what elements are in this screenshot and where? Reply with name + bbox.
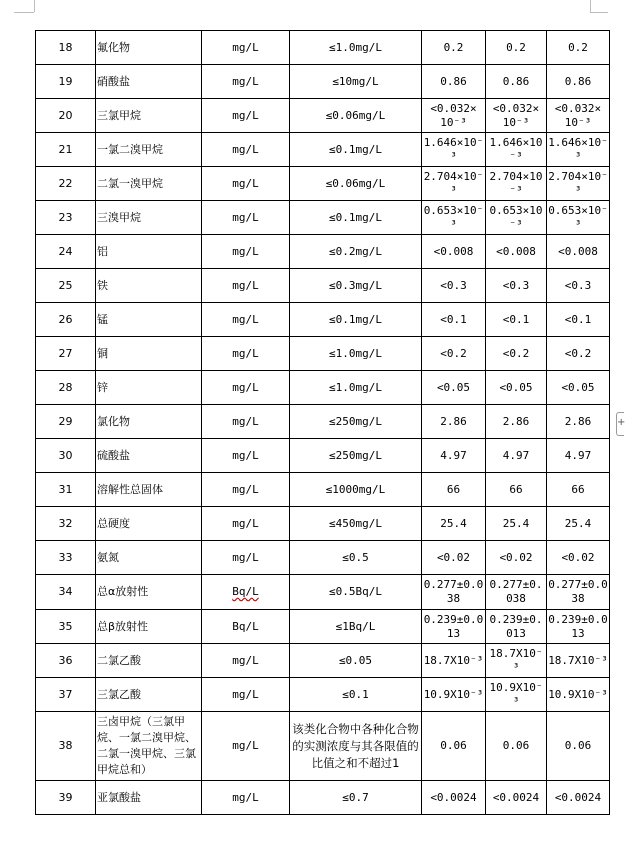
row-number: 27: [36, 337, 96, 371]
row-number: 33: [36, 541, 96, 575]
table-row: [36, 371, 610, 405]
result-cell-2: <0.02: [486, 541, 547, 575]
result-cell-1: <0.0024: [422, 781, 486, 815]
result-cell-2: 18.7X10⁻³: [486, 644, 547, 678]
limit-cell: ≤250mg/L: [290, 439, 422, 473]
unit-cell: mg/L: [202, 235, 290, 269]
indicator-name: 三氯乙酸: [96, 678, 202, 712]
row-number: 30: [36, 439, 96, 473]
result-cell-1: 2.704×10⁻³: [422, 167, 486, 201]
row-number: 23: [36, 201, 96, 235]
table-row: [36, 269, 610, 303]
row-number: 25: [36, 269, 96, 303]
unit-cell: mg/L: [202, 337, 290, 371]
table-row: [36, 405, 610, 439]
row-number: 19: [36, 65, 96, 99]
limit-cell: ≤10mg/L: [290, 65, 422, 99]
result-cell-2: <0.0024: [486, 781, 547, 815]
table-row: [36, 575, 610, 610]
result-cell-3: <0.3: [547, 269, 610, 303]
water-quality-table: [35, 30, 610, 815]
row-number: 35: [36, 610, 96, 644]
table-row: [36, 133, 610, 167]
result-cell-3: 0.2: [547, 31, 610, 65]
limit-cell: ≤1Bq/L: [290, 610, 422, 644]
indicator-name: 硝酸盐: [96, 65, 202, 99]
row-number: 28: [36, 371, 96, 405]
result-cell-3: 4.97: [547, 439, 610, 473]
indicator-name: 二氯乙酸: [96, 644, 202, 678]
result-cell-2: <0.2: [486, 337, 547, 371]
table-row: [36, 541, 610, 575]
result-cell-1: <0.3: [422, 269, 486, 303]
unit-cell: mg/L: [202, 644, 290, 678]
row-number: 26: [36, 303, 96, 337]
indicator-name: 三氯甲烷: [96, 99, 202, 133]
limit-cell: ≤0.06mg/L: [290, 167, 422, 201]
table-row: [36, 235, 610, 269]
result-cell-1: 1.646×10⁻³: [422, 133, 486, 167]
unit-cell: mg/L: [202, 65, 290, 99]
result-cell-3: 25.4: [547, 507, 610, 541]
row-number: 22: [36, 167, 96, 201]
row-number: 38: [36, 712, 96, 781]
result-cell-3: 66: [547, 473, 610, 507]
indicator-name: 氟化物: [96, 31, 202, 65]
row-number: 31: [36, 473, 96, 507]
result-cell-3: 18.7X10⁻³: [547, 644, 610, 678]
result-cell-3: <0.032× 10⁻³: [547, 99, 610, 133]
result-cell-2: <0.008: [486, 235, 547, 269]
indicator-name: 三卤甲烷（三氯甲烷、一氯二溴甲烷、二氯一溴甲烷、三氯甲烷总和）: [96, 712, 202, 781]
table-row: [36, 610, 610, 644]
result-cell-3: 0.06: [547, 712, 610, 781]
row-number: 24: [36, 235, 96, 269]
indicator-name: 一氯二溴甲烷: [96, 133, 202, 167]
result-cell-3: 0.653×10⁻³: [547, 201, 610, 235]
result-cell-2: <0.3: [486, 269, 547, 303]
indicator-name: 铜: [96, 337, 202, 371]
result-cell-3: <0.008: [547, 235, 610, 269]
unit-cell: Bq/L: [202, 610, 290, 644]
row-number: 29: [36, 405, 96, 439]
result-cell-1: <0.008: [422, 235, 486, 269]
crop-mark-right: [590, 0, 591, 12]
limit-cell: ≤0.7: [290, 781, 422, 815]
indicator-name: 总β放射性: [96, 610, 202, 644]
table-body: [36, 31, 610, 815]
row-number: 36: [36, 644, 96, 678]
result-cell-2: 0.239±0.013: [486, 610, 547, 644]
limit-cell: ≤450mg/L: [290, 507, 422, 541]
result-cell-3: 1.646×10⁻³: [547, 133, 610, 167]
result-cell-2: 0.2: [486, 31, 547, 65]
limit-cell: ≤0.1mg/L: [290, 201, 422, 235]
unit-cell: mg/L: [202, 201, 290, 235]
result-cell-2: 0.653×10⁻³: [486, 201, 547, 235]
indicator-name: 锰: [96, 303, 202, 337]
crop-mark-top-right: [590, 12, 608, 13]
unit-cell: mg/L: [202, 99, 290, 133]
indicator-name: 锌: [96, 371, 202, 405]
row-number: 18: [36, 31, 96, 65]
result-cell-2: 0.86: [486, 65, 547, 99]
unit-cell: Bq/L: [202, 575, 290, 610]
unit-cell: mg/L: [202, 303, 290, 337]
result-cell-2: 10.9X10⁻³: [486, 678, 547, 712]
crop-mark-top-left: [14, 12, 34, 13]
result-cell-3: <0.05: [547, 371, 610, 405]
crop-mark-left: [34, 0, 35, 12]
row-number: 37: [36, 678, 96, 712]
table-row: [36, 337, 610, 371]
result-cell-3: 2.86: [547, 405, 610, 439]
result-cell-1: 18.7X10⁻³: [422, 644, 486, 678]
result-cell-3: <0.0024: [547, 781, 610, 815]
indicator-name: 氨氮: [96, 541, 202, 575]
unit-cell: mg/L: [202, 678, 290, 712]
unit-cell: mg/L: [202, 712, 290, 781]
unit-cell: mg/L: [202, 133, 290, 167]
result-cell-1: 0.2: [422, 31, 486, 65]
result-cell-1: 0.239±0.013: [422, 610, 486, 644]
result-cell-2: 0.06: [486, 712, 547, 781]
result-cell-3: 10.9X10⁻³: [547, 678, 610, 712]
result-cell-1: 2.86: [422, 405, 486, 439]
limit-cell: ≤0.06mg/L: [290, 99, 422, 133]
unit-cell: mg/L: [202, 405, 290, 439]
indicator-name: 二氯一溴甲烷: [96, 167, 202, 201]
result-cell-1: <0.05: [422, 371, 486, 405]
limit-cell: 该类化合物中各种化合物的实测浓度与其各限值的比值之和不超过1: [290, 712, 422, 781]
result-cell-2: 2.86: [486, 405, 547, 439]
indicator-name: 硫酸盐: [96, 439, 202, 473]
indicator-name: 三溴甲烷: [96, 201, 202, 235]
indicator-name: 亚氯酸盐: [96, 781, 202, 815]
indicator-name: 铝: [96, 235, 202, 269]
result-cell-1: <0.032× 10⁻³: [422, 99, 486, 133]
unit-cell: mg/L: [202, 31, 290, 65]
table-row: [36, 439, 610, 473]
unit-cell: mg/L: [202, 507, 290, 541]
result-cell-2: <0.1: [486, 303, 547, 337]
limit-cell: ≤0.1mg/L: [290, 133, 422, 167]
table-row: [36, 678, 610, 712]
row-number: 21: [36, 133, 96, 167]
table-row: [36, 31, 610, 65]
result-cell-1: 0.277±0.038: [422, 575, 486, 610]
result-cell-1: 4.97: [422, 439, 486, 473]
result-cell-2: 66: [486, 473, 547, 507]
unit-cell: mg/L: [202, 473, 290, 507]
table-row: [36, 781, 610, 815]
result-cell-2: 2.704×10⁻³: [486, 167, 547, 201]
indicator-name: 铁: [96, 269, 202, 303]
limit-cell: ≤0.5Bq/L: [290, 575, 422, 610]
result-cell-3: 2.704×10⁻³: [547, 167, 610, 201]
unit-cell: mg/L: [202, 439, 290, 473]
unit-cell: mg/L: [202, 269, 290, 303]
limit-cell: ≤1000mg/L: [290, 473, 422, 507]
result-cell-1: 0.653×10⁻³: [422, 201, 486, 235]
unit-cell: mg/L: [202, 371, 290, 405]
unit-cell: mg/L: [202, 167, 290, 201]
result-cell-2: 1.646×10⁻³: [486, 133, 547, 167]
row-number: 32: [36, 507, 96, 541]
result-cell-3: 0.277±0.038: [547, 575, 610, 610]
result-cell-2: 0.277±0.038: [486, 575, 547, 610]
table-row: [36, 65, 610, 99]
result-cell-3: <0.1: [547, 303, 610, 337]
result-cell-3: 0.86: [547, 65, 610, 99]
result-cell-1: 66: [422, 473, 486, 507]
indicator-name: 溶解性总固体: [96, 473, 202, 507]
limit-cell: ≤0.3mg/L: [290, 269, 422, 303]
limit-cell: ≤0.5: [290, 541, 422, 575]
indicator-name: 氯化物: [96, 405, 202, 439]
table-row: [36, 303, 610, 337]
result-cell-3: <0.02: [547, 541, 610, 575]
limit-cell: ≤1.0mg/L: [290, 337, 422, 371]
table-row: [36, 712, 610, 781]
result-cell-1: 10.9X10⁻³: [422, 678, 486, 712]
result-cell-2: 4.97: [486, 439, 547, 473]
table-row: [36, 99, 610, 133]
row-number: 39: [36, 781, 96, 815]
result-cell-1: 25.4: [422, 507, 486, 541]
limit-cell: ≤250mg/L: [290, 405, 422, 439]
result-cell-1: <0.02: [422, 541, 486, 575]
row-number: 20: [36, 99, 96, 133]
result-cell-2: <0.05: [486, 371, 547, 405]
table-row: [36, 473, 610, 507]
result-cell-3: <0.2: [547, 337, 610, 371]
result-cell-2: <0.032× 10⁻³: [486, 99, 547, 133]
limit-cell: ≤1.0mg/L: [290, 31, 422, 65]
side-handle-icon[interactable]: +: [616, 412, 624, 436]
result-cell-2: 25.4: [486, 507, 547, 541]
limit-cell: ≤0.1mg/L: [290, 303, 422, 337]
table-row: [36, 201, 610, 235]
table-row: [36, 644, 610, 678]
table-row: [36, 507, 610, 541]
limit-cell: ≤0.05: [290, 644, 422, 678]
table-row: [36, 167, 610, 201]
result-cell-1: 0.86: [422, 65, 486, 99]
limit-cell: ≤0.1: [290, 678, 422, 712]
result-cell-3: 0.239±0.013: [547, 610, 610, 644]
result-cell-1: 0.06: [422, 712, 486, 781]
indicator-name: 总α放射性: [96, 575, 202, 610]
unit-cell: mg/L: [202, 781, 290, 815]
limit-cell: ≤1.0mg/L: [290, 371, 422, 405]
row-number: 34: [36, 575, 96, 610]
indicator-name: 总硬度: [96, 507, 202, 541]
unit-cell: mg/L: [202, 541, 290, 575]
result-cell-1: <0.1: [422, 303, 486, 337]
result-cell-1: <0.2: [422, 337, 486, 371]
limit-cell: ≤0.2mg/L: [290, 235, 422, 269]
